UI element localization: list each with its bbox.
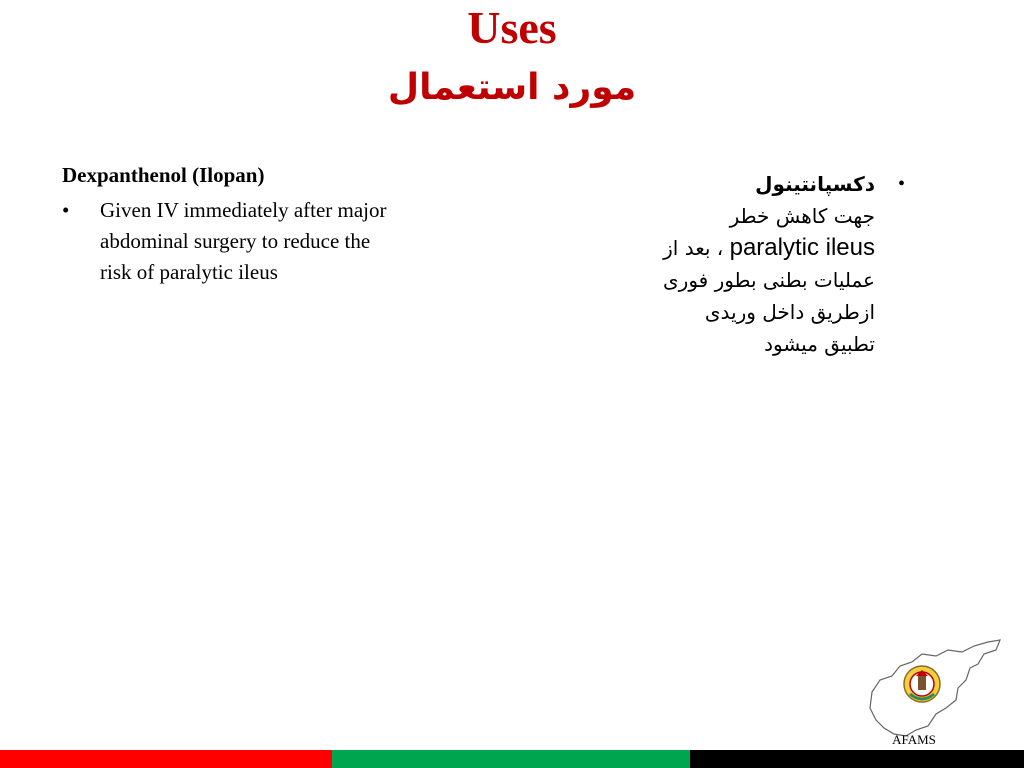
- persian-line-3-rest: ، بعد از: [663, 236, 730, 260]
- footer-bar-black: [690, 750, 1024, 768]
- persian-line-2: جهت کاهش خطر: [729, 204, 875, 228]
- slide-title-english: Uses: [467, 2, 557, 53]
- persian-line-4: عملیات بطنی بطور فوری: [663, 268, 875, 292]
- drug-heading: Dexpanthenol (Ilopan): [62, 163, 265, 187]
- footer-bar-red: [0, 750, 332, 768]
- footer-bar-green: [332, 750, 690, 768]
- bullet-icon: •: [897, 173, 905, 195]
- persian-drug-name: دکسپانتینول: [755, 172, 875, 196]
- english-bullet-item: [62, 195, 392, 288]
- slide-title-persian: مورد استعمال: [387, 67, 637, 108]
- bullet-icon: •: [62, 198, 70, 222]
- english-column: [62, 160, 392, 288]
- persian-line-6: تطبیق میشود: [764, 332, 875, 356]
- paralytic-ileus-term: paralytic ileus: [729, 234, 875, 261]
- persian-line-3: [560, 232, 875, 264]
- persian-line-5: ازطریق داخل وریدی: [704, 300, 875, 324]
- english-bullet-text: Given IV immediately after major abdominal surgery to reduce the risk of paralytic ileus: [100, 198, 387, 284]
- logo-caption: AFAMS: [892, 732, 936, 747]
- persian-bullet-item: [560, 168, 905, 360]
- persian-column: [560, 168, 905, 360]
- english-bullet-list: [62, 195, 392, 288]
